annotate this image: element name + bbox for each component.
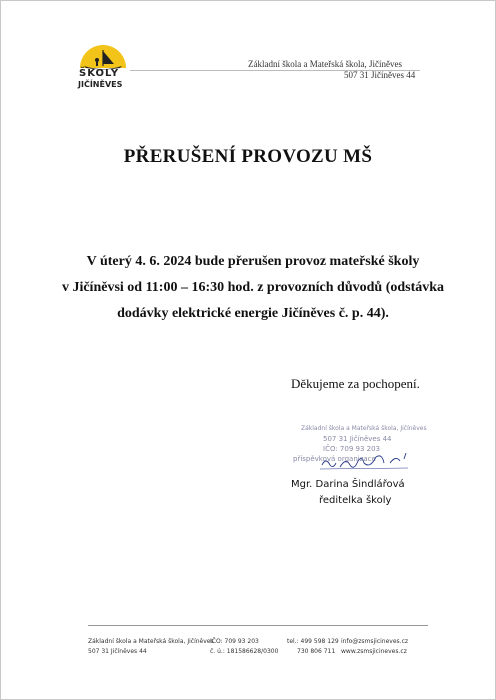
handwritten-signature xyxy=(320,453,410,471)
footer-phone-1: tel.: 499 598 129 xyxy=(287,638,339,645)
header-address: 507 31 Jičíněves 44 xyxy=(344,70,416,80)
footer-ico: IČO: 709 93 203 xyxy=(210,638,259,645)
footer-phones xyxy=(287,637,339,657)
footer-contacts xyxy=(341,637,408,657)
school-logo xyxy=(76,38,130,92)
footer-org-address: 507 31 Jičíněves 44 xyxy=(88,648,147,655)
logo-word: ŠKOLY xyxy=(79,68,120,79)
stamp-line-1: Základní škola a Mateřská škola, Jičíněves xyxy=(301,425,427,432)
footer-divider xyxy=(88,625,428,626)
notice-line-1: V úterý 4. 6. 2024 bude přerušen provoz mateřské školy xyxy=(86,254,420,269)
stamp-line-4: příspěvková organizace xyxy=(293,455,376,463)
signatory-role: ředitelka školy xyxy=(319,495,392,506)
footer-org xyxy=(88,637,214,657)
footer-ids xyxy=(210,637,278,657)
header-org: Základní škola a Mateřská škola, Jičíněves xyxy=(248,59,402,69)
thanks-note: Děkujeme za pochopení. xyxy=(291,376,420,391)
footer-web[interactable]: www.zsmsjicineves.cz xyxy=(341,648,407,655)
stamp-line-3: IČO: 709 93 203 xyxy=(323,445,381,453)
footer-email[interactable]: info@zsmsjicineves.cz xyxy=(341,638,409,645)
sun-boat-icon xyxy=(76,38,130,70)
footer-org-name: Základní škola a Mateřská škola, Jičíněves xyxy=(88,638,214,645)
notice-line-3: dodávky elektrické energie Jičíněves č. p. 44). xyxy=(117,306,389,321)
stamp-line-2: 507 31 Jičíněves 44 xyxy=(323,435,392,443)
footer-account: č. ú.: 181586628/0300 xyxy=(210,648,279,655)
footer-phone-2: 730 806 711 xyxy=(297,648,336,655)
signatory-name: Mgr. Darina Šindlářová xyxy=(291,479,405,490)
notice-line-2: v Jičíněvsi od 11:00 – 16:30 hod. z provozních důvodů (odstávka xyxy=(61,280,445,295)
logo-town: JIČÍNĚVES xyxy=(78,80,123,89)
notice-body xyxy=(48,249,458,327)
page-title: PŘERUŠENÍ PROVOZU MŠ xyxy=(123,146,373,167)
